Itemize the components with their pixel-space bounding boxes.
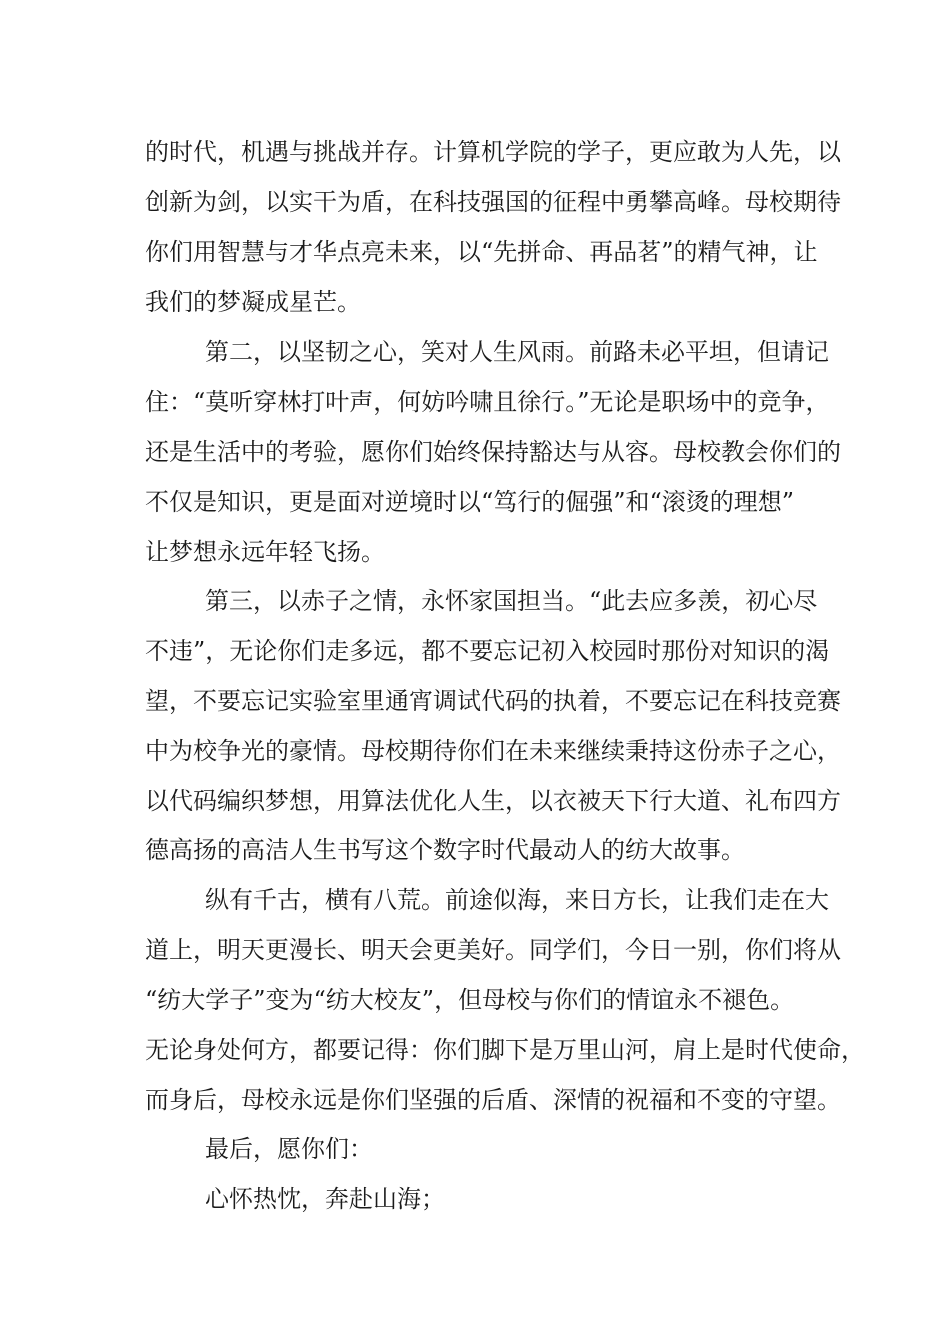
paragraph-finally: 最后，愿你们： (205, 1135, 373, 1163)
text-line: 以代码编织梦想，用算法优化人生，以衣被天下行大道、礼布四方 (145, 787, 841, 815)
text-line: “纺大学子”变为“纺大校友”，但母校与你们的情谊永不褪色。 (145, 986, 795, 1014)
text-line: 的时代，机遇与挑战并存。计算机学院的学子，更应敢为人先，以 (145, 138, 841, 166)
paragraph-wish: 心怀热忱，奔赴山海； (205, 1185, 445, 1213)
text-line: 让梦想永远年轻飞扬。 (145, 538, 385, 566)
text-line: 不仅是知识，更是面对逆境时以“笃行的倔强”和“滚烫的理想” (145, 488, 795, 516)
paragraph-start-closing: 纵有千古，横有八荒。前途似海，来日方长，让我们走在大 (205, 886, 829, 914)
text-line: 住：“莫听穿林打叶声，何妨吟啸且徐行。”无论是职场中的竞争， (145, 388, 830, 416)
text-line: 无论身处何方，都要记得：你们脚下是万里山河，肩上是时代使命， (145, 1036, 865, 1064)
text-line: 而身后，母校永远是你们坚强的后盾、深情的祝福和不变的守望。 (145, 1086, 841, 1114)
paragraph-start-second: 第二，以坚韧之心，笑对人生风雨。前路未必平坦，但请记 (205, 338, 829, 366)
paragraph-start-third: 第三，以赤子之情，永怀家国担当。“此去应多羡，初心尽 (205, 587, 818, 615)
text-line: 不违”，无论你们走多远，都不要忘记初入校园时那份对知识的渴 (145, 637, 830, 665)
text-line: 德高扬的高洁人生书写这个数字时代最动人的纺大故事。 (145, 836, 745, 864)
text-line: 道上，明天更漫长、明天会更美好。同学们，今日一别，你们将从 (145, 936, 841, 964)
text-line: 我们的梦凝成星芒。 (145, 288, 361, 316)
text-line: 你们用智慧与才华点亮未来，以“先拼命、再品茗”的精气神，让 (145, 238, 818, 266)
text-line: 还是生活中的考验，愿你们始终保持豁达与从容。母校教会你们的 (145, 438, 841, 466)
text-line: 创新为剑，以实干为盾，在科技强国的征程中勇攀高峰。母校期待 (145, 188, 841, 216)
text-line: 望，不要忘记实验室里通宵调试代码的执着，不要忘记在科技竞赛 (145, 687, 841, 715)
text-line: 中为校争光的豪情。母校期待你们在未来继续秉持这份赤子之心， (145, 737, 841, 765)
